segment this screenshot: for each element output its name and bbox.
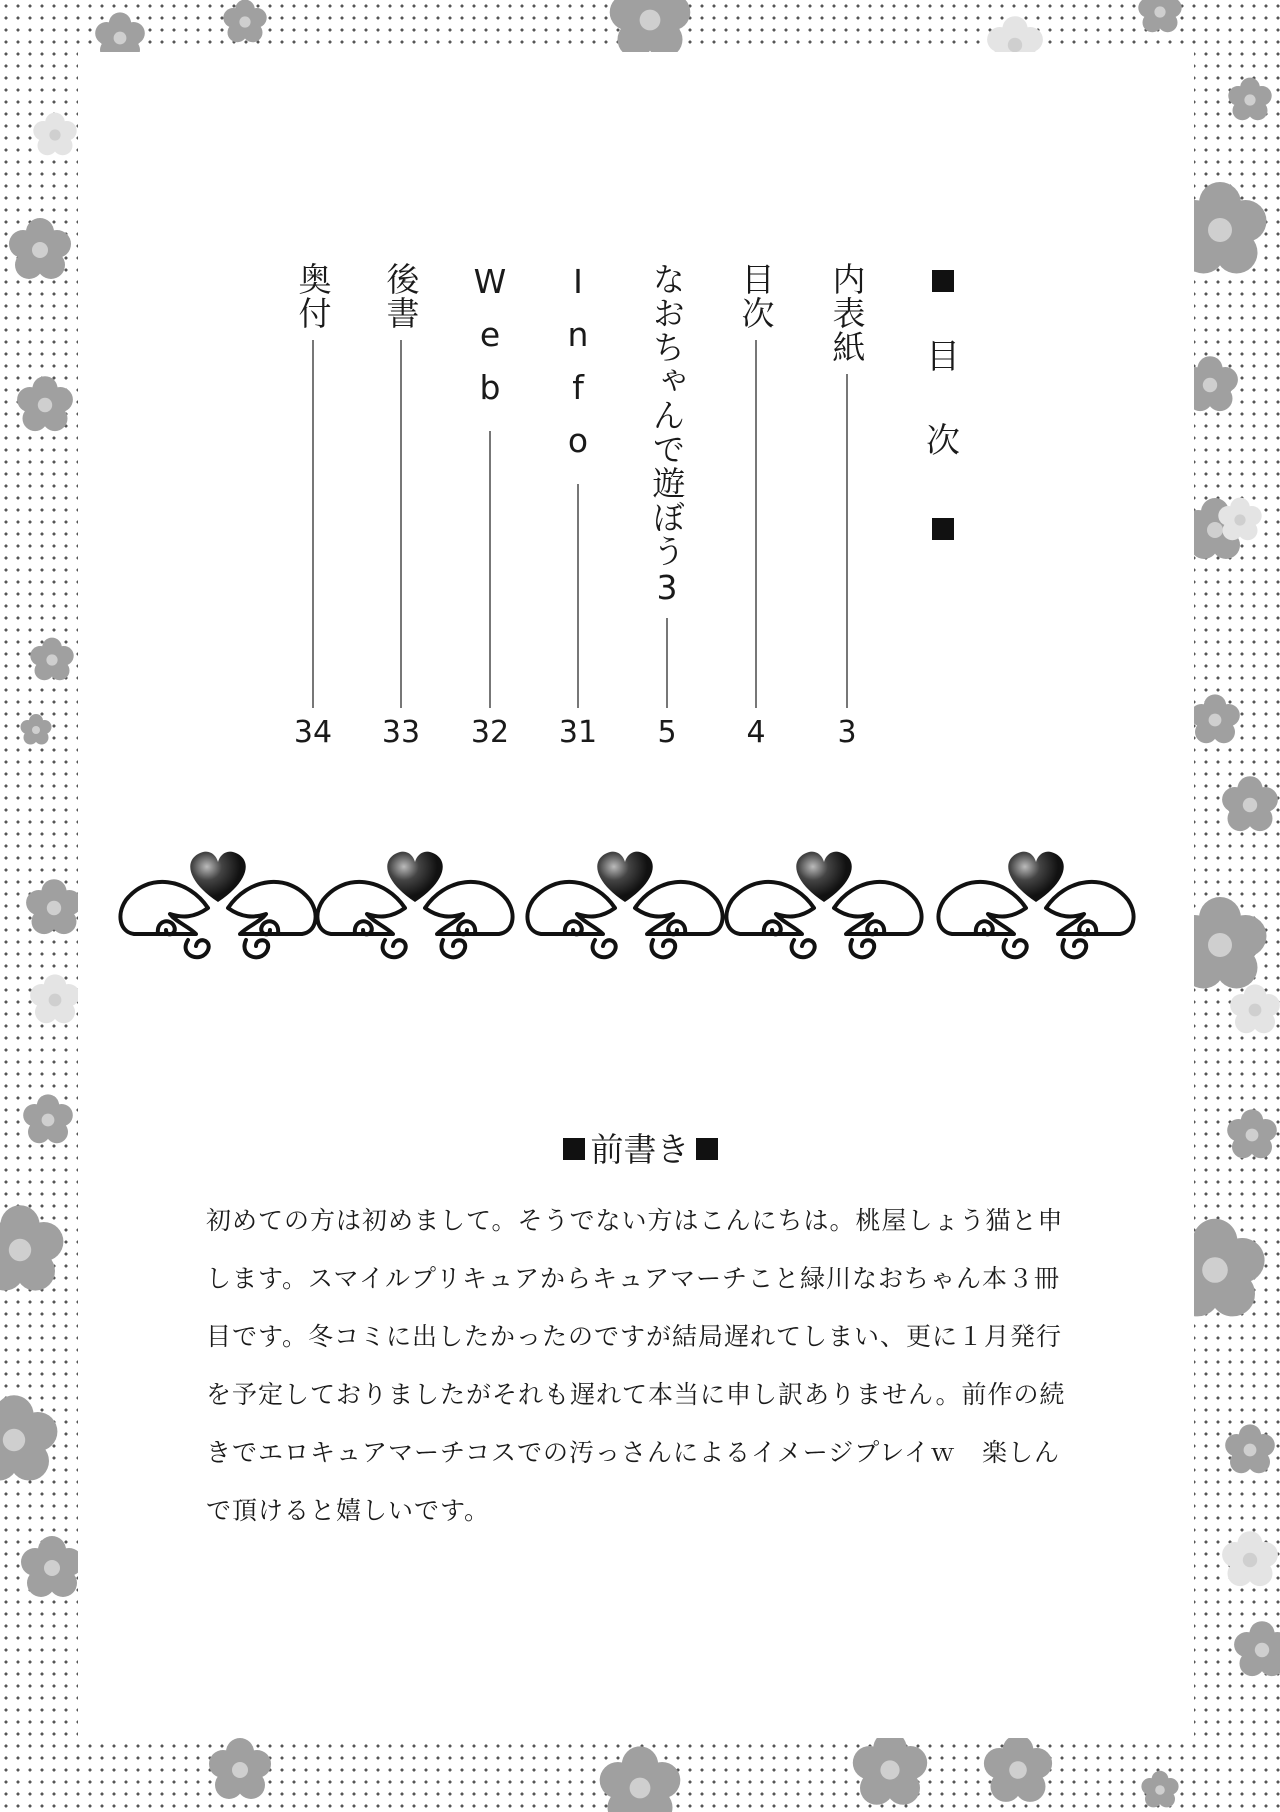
flower-icon: [9, 218, 71, 279]
toc-heading: [918, 262, 968, 602]
square-bullet-icon: [563, 1138, 585, 1160]
preface-title-text: 前書き: [590, 1130, 690, 1169]
flower-icon: [0, 1395, 57, 1480]
flower-icon: [1225, 1424, 1275, 1473]
toc-entry-title: 目次: [736, 262, 776, 330]
toc-entry-page: 33: [381, 715, 421, 750]
flower-icon: [610, 0, 691, 58]
flower-icon: [30, 638, 73, 681]
leader-line: [846, 374, 848, 708]
toc-entry-title: Info: [558, 262, 598, 474]
flower-icon: [209, 1738, 271, 1799]
preface-line: きでエロキュアマーチコスでの汚っさんによるイメージプレイｗ 楽しん: [206, 1438, 1061, 1467]
toc-entry: [465, 262, 515, 752]
toc-entry: [553, 262, 603, 752]
flower-icon: [984, 1735, 1052, 1802]
preface-line: を予定しておりましたがそれも遅れて本当に申し訳ありません。前作の続: [206, 1380, 1066, 1409]
leader-line: [400, 340, 402, 708]
toc-entry: [288, 262, 338, 752]
flower-icon: [1138, 0, 1181, 32]
flower-icon: [223, 0, 266, 42]
flower-icon: [0, 1205, 63, 1290]
preface-line: 初めての方は初めまして。そうでない方はこんにちは。桃屋しょう猫と申: [206, 1206, 1064, 1235]
flower-icon: [1228, 78, 1271, 121]
toc-entry: [822, 262, 872, 752]
toc-heading-char: 次: [926, 421, 960, 461]
flower-icon: [21, 714, 52, 745]
winged-heart-icon: [527, 852, 722, 958]
winged-heart-divider: [118, 840, 1148, 960]
toc-entry: [642, 262, 692, 752]
toc-entry: [731, 262, 781, 752]
toc-entry-title: 奥付: [293, 262, 333, 330]
toc-entry-title: 内表紙: [827, 262, 867, 364]
square-bullet-icon: [932, 270, 954, 292]
preface-line: で頂けると嬉しいです。: [206, 1496, 491, 1525]
leader-line: [666, 618, 668, 708]
flower-icon: [21, 1536, 83, 1597]
flower-icon: [1190, 694, 1240, 743]
flower-icon: [1222, 776, 1278, 831]
toc-entry-title: なおちゃんで遊ぼう3: [647, 262, 687, 608]
leader-line: [312, 340, 314, 708]
toc-entry-page: 5: [657, 715, 677, 750]
winged-heart-icon: [726, 852, 921, 958]
toc-entry-page: 31: [558, 715, 598, 750]
leader-line: [577, 484, 579, 708]
flower-icon: [17, 376, 73, 431]
square-bullet-icon: [932, 518, 954, 540]
toc-entry-page: 3: [837, 715, 857, 750]
toc-entry: [376, 262, 426, 752]
toc-entry-title: 後書: [381, 262, 421, 330]
preface-line: 目です。冬コミに出したかったのですが結局遅れてしまい、更に１月発行: [206, 1322, 1063, 1351]
flower-icon: [1234, 1621, 1280, 1676]
preface-body: [206, 1192, 1066, 1540]
toc-entry-page: 34: [293, 715, 333, 750]
flower-icon: [600, 1746, 681, 1812]
square-bullet-icon: [696, 1138, 718, 1160]
winged-heart-icon: [120, 852, 315, 958]
preface-line: します。スマイルプリキュアからキュアマーチこと緑川なおちゃん本３冊: [206, 1264, 1061, 1293]
leader-line: [489, 431, 491, 708]
toc-heading-char: 目: [926, 337, 960, 377]
toc-entry-page: 4: [746, 715, 766, 750]
winged-heart-icon: [317, 852, 512, 958]
winged-heart-icon: [938, 852, 1133, 958]
flower-icon: [853, 1732, 927, 1805]
leader-line: [755, 340, 757, 708]
toc-entry-page: 32: [470, 715, 510, 750]
preface-title: [0, 1128, 1280, 1172]
flower-icon: [1141, 1771, 1178, 1808]
flower-icon: [26, 879, 82, 934]
toc-entry-title: Web: [470, 262, 510, 421]
